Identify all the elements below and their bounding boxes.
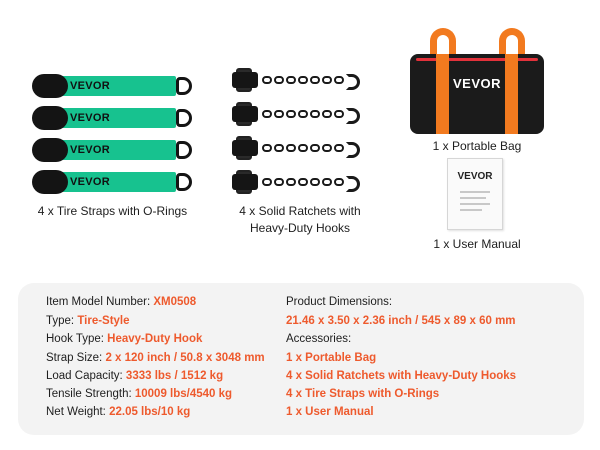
hook-icon bbox=[346, 142, 360, 158]
load-capacity-value: 3333 lbs / 1512 kg bbox=[125, 370, 224, 382]
portable-bag-image bbox=[410, 28, 544, 134]
ratchets-image bbox=[228, 66, 368, 200]
type-value: Tire-Style bbox=[77, 315, 130, 327]
ratchets-caption-line2: Heavy-Duty Hooks bbox=[249, 221, 351, 235]
tire-strap bbox=[30, 104, 195, 132]
strap-brand-logo: VEVOR bbox=[70, 112, 111, 124]
accessory-item: 4 x Solid Ratchets with Heavy-Duty Hooks bbox=[286, 370, 517, 382]
strap-brand-logo: VEVOR bbox=[70, 80, 111, 92]
o-ring-icon bbox=[176, 141, 192, 159]
hook-icon bbox=[346, 74, 360, 90]
accessory-item: 1 x User Manual bbox=[286, 406, 374, 418]
user-manual-image bbox=[447, 158, 503, 230]
o-ring-icon bbox=[176, 109, 192, 127]
hook-icon bbox=[346, 108, 360, 124]
manual-caption: 1 x User Manual bbox=[433, 237, 521, 251]
ratchets-caption-line1: 4 x Solid Ratchets with bbox=[239, 204, 361, 218]
dimensions-label: Product Dimensions: bbox=[286, 296, 393, 308]
o-ring-icon bbox=[176, 77, 192, 95]
strap-size-value: 2 x 120 inch / 50.8 x 3048 mm bbox=[105, 352, 265, 364]
spec-tensile-strength: Tensile Strength: 10009 lbs/4540 kg bbox=[46, 388, 233, 400]
tire-straps-image bbox=[30, 72, 195, 198]
bag-caption: 1 x Portable Bag bbox=[432, 139, 522, 153]
strap-brand-logo: VEVOR bbox=[70, 144, 111, 156]
o-ring-icon bbox=[176, 173, 192, 191]
tire-strap bbox=[30, 72, 195, 100]
tire-strap bbox=[30, 168, 195, 196]
tensile-strength-value: 10009 lbs/4540 kg bbox=[134, 388, 233, 400]
ratchets-caption bbox=[215, 203, 385, 237]
strap-brand-logo: VEVOR bbox=[70, 176, 111, 188]
spec-hook-type: Hook Type: Heavy-Duty Hook bbox=[46, 333, 203, 345]
bag-brand-logo: VEVOR bbox=[452, 76, 501, 91]
tire-strap bbox=[30, 136, 195, 164]
spec-strap-size: Strap Size: 2 x 120 inch / 50.8 x 3048 mm bbox=[46, 352, 265, 364]
ratchet-with-chain bbox=[228, 100, 368, 130]
spec-type: Type: Tire-Style bbox=[46, 315, 130, 327]
accessory-item: 4 x Tire Straps with O-Rings bbox=[286, 388, 440, 400]
hook-icon bbox=[346, 176, 360, 192]
ratchet-with-chain bbox=[228, 134, 368, 164]
model-number-value: XM0508 bbox=[153, 296, 197, 308]
net-weight-value: 22.05 lbs/10 kg bbox=[109, 406, 191, 418]
spec-model-number: Item Model Number: XM0508 bbox=[46, 296, 197, 308]
hook-type-value: Heavy-Duty Hook bbox=[107, 333, 203, 345]
ratchet-with-chain bbox=[228, 66, 368, 96]
zipper bbox=[416, 58, 538, 61]
spec-net-weight: Net Weight: 22.05 lbs/10 kg bbox=[46, 406, 191, 418]
accessory-item: 1 x Portable Bag bbox=[286, 352, 377, 364]
spec-load-capacity: Load Capacity: 3333 lbs / 1512 kg bbox=[46, 370, 224, 382]
straps-caption: 4 x Tire Straps with O-Rings bbox=[37, 204, 188, 218]
accessories-label: Accessories: bbox=[286, 333, 352, 345]
dimensions-value: 21.46 x 3.50 x 2.36 inch / 545 x 89 x 60 mm bbox=[286, 315, 516, 327]
manual-brand-logo: VEVOR bbox=[457, 171, 493, 182]
ratchet-with-chain bbox=[228, 168, 368, 198]
